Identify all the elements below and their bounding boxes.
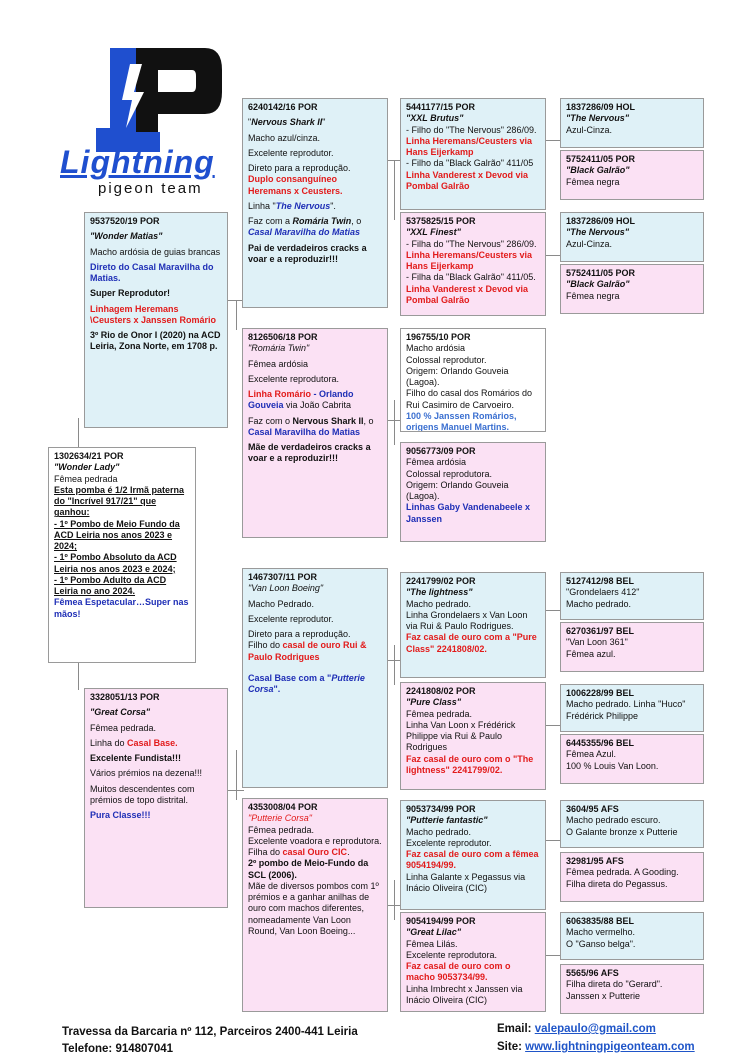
description: Azul-Cinza. bbox=[566, 238, 613, 249]
description: Direto do Casal Maravilha do Matias. bbox=[90, 261, 214, 283]
description: Excelente reprodutora. bbox=[248, 373, 340, 384]
ring-number: 32981/95 AFS bbox=[566, 856, 624, 866]
brand-subtitle: pigeon team bbox=[98, 180, 203, 197]
description: Faz casal de ouro com o "The lightness" 2241799/02. bbox=[406, 753, 534, 775]
pigeon-name: "XXL Brutus" bbox=[406, 113, 464, 124]
pigeon-name: "Romária Twin" bbox=[248, 343, 310, 354]
ring-number: 2241799/02 POR bbox=[406, 576, 476, 586]
description: Filho do casal de ouro Rui & Paulo Rodrigues bbox=[248, 640, 367, 662]
ring-number: 9053734/99 POR bbox=[406, 804, 476, 814]
ring-number: 1467307/11 POR bbox=[248, 572, 318, 582]
ring-number: 5565/96 AFS bbox=[566, 968, 619, 978]
description: Azul-Cinza. bbox=[566, 124, 613, 135]
connector bbox=[394, 160, 395, 220]
site-label: Site: bbox=[497, 1040, 522, 1053]
ring-number: 1302634/21 POR bbox=[54, 451, 124, 461]
ring-number: 3328051/13 POR bbox=[90, 692, 160, 702]
ring-number: 6445355/96 BEL bbox=[566, 738, 635, 748]
description: Linha Vanderest x Devod via Pombal Galrão bbox=[406, 169, 529, 191]
ssd-card bbox=[400, 212, 546, 316]
brand-name: Lightning bbox=[60, 144, 215, 180]
description: Macho ardósia de guias brancas bbox=[90, 246, 221, 257]
description: Excelente reprodutora. bbox=[406, 949, 498, 960]
email-link[interactable]: valepaulo@gmail.com bbox=[534, 1023, 656, 1035]
pigeon-name: "XXL Finest" bbox=[406, 227, 461, 238]
description: Fêmea pedrada. bbox=[90, 722, 157, 733]
pigeon-name: "The Nervous" bbox=[566, 113, 630, 124]
description: Linha Galante x Pegassus via Inácio Oliveira (CIC) bbox=[406, 871, 526, 893]
description: Excelente reprodutor. bbox=[248, 613, 334, 624]
g3-card bbox=[560, 212, 704, 262]
description: Macho pedrado. Linha "Huco" Frédérick Philippe bbox=[566, 699, 686, 721]
description: Fêmea pedrada. bbox=[406, 708, 473, 719]
g5-card bbox=[560, 572, 704, 620]
ring-number: 5441177/15 POR bbox=[406, 102, 476, 112]
site-row bbox=[497, 1039, 695, 1057]
g7-card bbox=[560, 684, 704, 732]
description: Fêmea pedrada bbox=[54, 473, 118, 484]
g9-card bbox=[560, 800, 704, 848]
description: Macho Pedrado. bbox=[248, 598, 315, 609]
ring-number: 5127412/98 BEL bbox=[566, 576, 635, 586]
connector bbox=[546, 610, 560, 611]
connector bbox=[546, 955, 560, 956]
connector bbox=[78, 662, 79, 690]
description: "Grondelaers 412" bbox=[566, 587, 640, 598]
description: Super Reprodutor! bbox=[90, 288, 170, 299]
description: - Filho do "The Nervous" 286/09. bbox=[406, 124, 537, 135]
footer-links bbox=[497, 1021, 695, 1057]
ring-number: 196755/10 POR bbox=[406, 332, 471, 342]
description: Vários prémios na dezena!!! bbox=[90, 768, 203, 779]
description: Faz com a Romária Twin, o Casal Maravilha do Matias bbox=[248, 216, 362, 238]
description: Fêmea azul. bbox=[566, 648, 616, 659]
g8-card bbox=[560, 734, 704, 784]
sss-card bbox=[400, 98, 546, 210]
description: Casal Base com a "Putterie Corsa". bbox=[248, 672, 365, 694]
pigeon-name: "The Nervous" bbox=[566, 227, 630, 238]
sds-card bbox=[400, 328, 546, 432]
ring-number: 4353008/04 POR bbox=[248, 802, 318, 812]
description: Macho ardósia bbox=[406, 343, 466, 354]
pigeon-name: "Great Lilac" bbox=[406, 927, 462, 938]
description: "Van Loon 361" bbox=[566, 637, 628, 648]
g6-card bbox=[560, 622, 704, 672]
connector bbox=[546, 140, 560, 141]
description: Fêmea negra bbox=[566, 290, 620, 301]
connector bbox=[546, 255, 560, 256]
description: - Filha da "Black Galrão" 411/05. bbox=[406, 272, 536, 283]
description: Excelente reprodutor. bbox=[248, 147, 334, 158]
phone: Telefone: 914807041 bbox=[62, 1043, 174, 1056]
description: Linha Heremans/Ceusters via Hans Eijerkamp bbox=[406, 249, 533, 271]
description: Faz casal de ouro com a fêmea 9054194/99. bbox=[406, 849, 539, 871]
description: Fêmea pedrada. bbox=[248, 824, 315, 835]
connector bbox=[394, 400, 395, 445]
description: Fêmea pedrada. A Gooding. bbox=[566, 867, 679, 878]
sire-dam-card bbox=[242, 328, 388, 538]
lightning-logo bbox=[60, 40, 235, 200]
ring-number: 5375825/15 POR bbox=[406, 216, 476, 226]
ring-number: 9056773/09 POR bbox=[406, 446, 476, 456]
g10-card bbox=[560, 852, 704, 902]
description: Linhagem Heremans \Ceusters x Janssen Romário bbox=[90, 303, 217, 325]
pigeon-name: "Wonder Matias" bbox=[90, 231, 163, 242]
description: Macho azul/cinza. bbox=[248, 132, 321, 143]
description: O Galante bronze x Putterie bbox=[566, 826, 678, 837]
dam-sire-card bbox=[242, 568, 388, 788]
sire-card bbox=[84, 212, 228, 428]
description: Excelente voadora e reprodutora. bbox=[248, 835, 382, 846]
pigeon-name: "Wonder Lady" bbox=[54, 462, 120, 473]
description: Faz casal de ouro com a "Pure Class" 2241808/02. bbox=[406, 632, 537, 654]
subject-pigeon-card bbox=[48, 447, 196, 663]
description: Colossal reprodutora. bbox=[406, 468, 493, 479]
pigeon-name: "The lightness" bbox=[406, 587, 473, 598]
description: Janssen x Putterie bbox=[566, 990, 641, 1001]
ring-number: 5752411/05 POR bbox=[566, 154, 636, 164]
description: Linha do Casal Base. bbox=[90, 737, 178, 748]
description: Filha direta do Pegassus. bbox=[566, 878, 668, 889]
description: Linhas Gaby Vandenabeele x Janssen bbox=[406, 502, 531, 524]
g12-card bbox=[560, 964, 704, 1014]
description: 3º Rio de Onor I (2020) na ACD Leiria, Zona Norte, em 1708 p. bbox=[90, 330, 221, 352]
description: Linha Van Loon x Frédérick Philippe via Rui & Paulo Rodrigues bbox=[406, 719, 516, 753]
pigeon-name: "Putterie Corsa" bbox=[248, 813, 312, 824]
pigeon-name: "Black Galrão" bbox=[566, 165, 630, 176]
dsd-card bbox=[400, 682, 546, 790]
description: Mãe de diversos pombos com 1º prémios e a ganhar anilhas de ouro com machos diferentes, nomeadamente Van Loon Round, Van Loon Boeing... bbox=[248, 880, 379, 936]
pigeon-name: "Putterie fantastic" bbox=[406, 815, 488, 826]
description: - Filho da "Black Galrão" 411/05 bbox=[406, 158, 534, 169]
description: Excelente Fundista!!! bbox=[90, 753, 182, 763]
pigeon-name: "Great Corsa" bbox=[90, 707, 151, 718]
description: Muitos descendentes com prémios de topo distrital. bbox=[90, 783, 195, 805]
connector bbox=[394, 645, 395, 685]
ring-number: 6063835/88 BEL bbox=[566, 916, 635, 926]
description: Macho vermelho. bbox=[566, 927, 636, 938]
connector bbox=[78, 418, 79, 450]
description: Direto para a reprodução. bbox=[248, 629, 351, 639]
pigeon-name: "Van Loon Boeing" bbox=[248, 583, 324, 594]
ring-number: 2241808/02 POR bbox=[406, 686, 476, 696]
ring-number: 1006228/99 BEL bbox=[566, 688, 635, 698]
description: Direto para a reprodução. bbox=[248, 163, 351, 173]
description: Linha "The Nervous". bbox=[248, 200, 336, 211]
description: Faz casal de ouro com o macho 9053734/99. bbox=[406, 961, 511, 983]
sire-sire-card bbox=[242, 98, 388, 308]
ring-number: 1837286/09 HOL bbox=[566, 102, 636, 112]
description: Pura Classe!!! bbox=[90, 810, 151, 820]
description: Excelente reprodutor. bbox=[406, 837, 492, 848]
ring-number: 6270361/97 BEL bbox=[566, 626, 635, 636]
description: Filho do casal dos Romários do Rui Casimiro de Carvoeiro. bbox=[406, 388, 533, 410]
description: - 1º Pombo Absoluto da ACD Leiria nos anos 2023 e 2024; bbox=[54, 552, 177, 574]
g11-card bbox=[560, 912, 704, 960]
description: Filha do casal Ouro CIC. bbox=[248, 847, 350, 857]
dam-dam-card bbox=[242, 798, 388, 1012]
dss-card bbox=[400, 572, 546, 678]
description: - 1º Pombo Adulto da ACD Leiria no ano 2024. bbox=[54, 574, 167, 596]
ring-number: 8126506/18 POR bbox=[248, 332, 318, 342]
description: Linha Heremans/Ceusters via Hans Eijerkamp bbox=[406, 135, 533, 157]
description: Colossal reprodutor. bbox=[406, 354, 487, 365]
description: Macho pedrado. bbox=[406, 826, 472, 837]
description: Mãe de verdadeiros cracks a voar e a reproduzir!!! bbox=[248, 442, 371, 464]
description: 100 % Janssen Romários, origens Manuel Martins. bbox=[406, 410, 517, 432]
description: Esta pomba é 1/2 Irmã paterna do "Incrível 917/21" que ganhou: bbox=[54, 484, 185, 518]
ring-number: 9054194/99 POR bbox=[406, 916, 476, 926]
pigeon-name: "Nervous Shark II" bbox=[248, 117, 326, 128]
description: Macho pedrado. bbox=[566, 598, 632, 609]
ring-number: 5752411/05 POR bbox=[566, 268, 636, 278]
description: Fêmea Lilás. bbox=[406, 938, 458, 949]
email-row bbox=[497, 1021, 695, 1039]
ddd-card bbox=[400, 912, 546, 1012]
description: Pai de verdadeiros cracks a voar e a reproduzir!!! bbox=[248, 242, 367, 264]
dds-card bbox=[400, 800, 546, 910]
ring-number: 1837286/09 HOL bbox=[566, 216, 636, 226]
connector bbox=[546, 840, 560, 841]
g4-card bbox=[560, 264, 704, 314]
site-link[interactable]: www.lightningpigeonteam.com bbox=[525, 1040, 695, 1053]
description: Duplo consanguíneo Heremans x Ceusters. bbox=[248, 174, 343, 196]
connector bbox=[236, 750, 237, 800]
ring-number: 6240142/16 POR bbox=[248, 102, 318, 112]
connector bbox=[394, 880, 395, 920]
address: Travessa da Barcaria nº 112, Parceiros 2400-441 Leiria bbox=[62, 1026, 358, 1038]
description: Fêmea Azul. bbox=[566, 749, 617, 760]
description: 2º pombo de Meio-Fundo da SCL (2006). bbox=[248, 858, 369, 880]
g2-card bbox=[560, 150, 704, 200]
description: Fêmea negra bbox=[566, 176, 620, 187]
description: - 1º Pombo de Meio Fundo da ACD Leiria nos anos 2023 e 2024; bbox=[54, 518, 180, 551]
description: - Filha do "The Nervous" 286/09. bbox=[406, 238, 537, 249]
description: 100 % Louis Van Loon. bbox=[566, 760, 659, 771]
description: Fêmea Espetacular…Super nas mãos! bbox=[54, 597, 189, 619]
dam-card bbox=[84, 688, 228, 908]
pigeon-name: "Pure Class" bbox=[406, 697, 462, 708]
email-label: Email: bbox=[497, 1023, 532, 1035]
pigeon-name: "Black Galrão" bbox=[566, 279, 630, 290]
description: Linha Grondelaers x Van Loon via Rui & Paulo Rodrigues. bbox=[406, 609, 528, 631]
description: Fêmea ardósia bbox=[406, 457, 467, 468]
connector bbox=[226, 790, 244, 791]
description: O "Ganso belga". bbox=[566, 938, 636, 949]
ring-number: 3604/95 AFS bbox=[566, 804, 619, 814]
description: Linha Imbrecht x Janssen via Inácio Oliveira (CIC) bbox=[406, 983, 523, 1005]
connector bbox=[236, 300, 237, 330]
description: Macho pedrado. bbox=[406, 598, 472, 609]
description: Linha Vanderest x Devod via Pombal Galrão bbox=[406, 283, 529, 305]
g1-card bbox=[560, 98, 704, 148]
description: Linha Romário - Orlando Gouveia via João Cabrita bbox=[248, 389, 354, 411]
description: Macho pedrado escuro. bbox=[566, 815, 661, 826]
description: Fêmea ardósia bbox=[248, 358, 309, 369]
description: Faz com o Nervous Shark II, o Casal Maravilha do Matias bbox=[248, 415, 374, 437]
description: Origem: Orlando Gouveia (Lagoa). bbox=[406, 479, 509, 501]
footer-contact bbox=[62, 1024, 358, 1059]
sdd-card bbox=[400, 442, 546, 542]
connector bbox=[546, 725, 560, 726]
description: Filha direta do "Gerard". bbox=[566, 979, 663, 990]
ring-number: 9537520/19 POR bbox=[90, 216, 160, 226]
description: Origem: Orlando Gouveia (Lagoa). bbox=[406, 365, 509, 387]
